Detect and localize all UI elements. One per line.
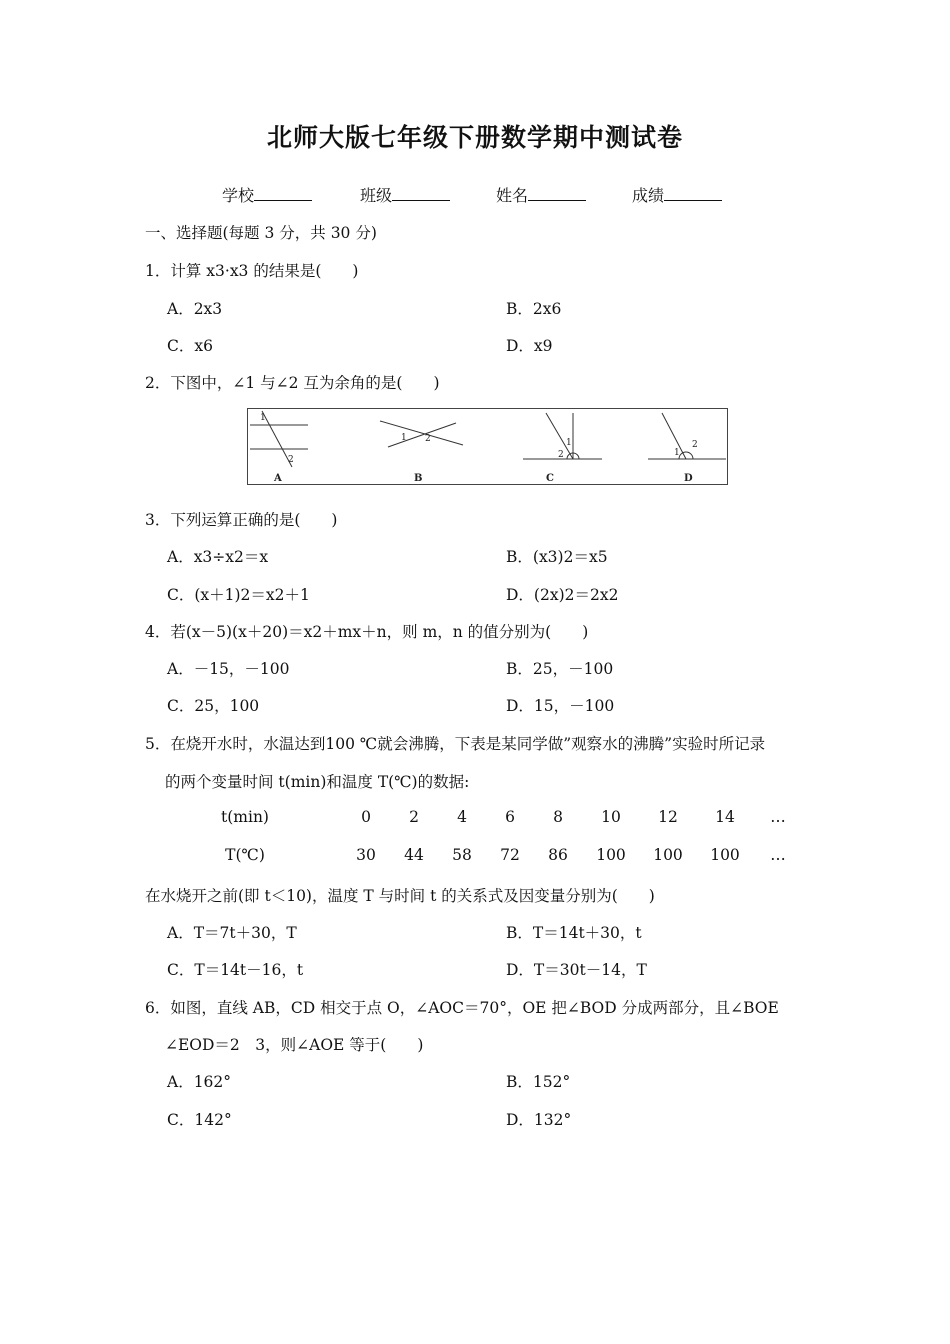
table-cell: 58	[452, 846, 472, 864]
fig-d-angle-2: 2	[692, 440, 698, 450]
section-header: 一、选择题(每题 3 分，共 30 分)	[145, 224, 377, 242]
class-blank[interactable]	[392, 186, 450, 201]
school-blank[interactable]	[254, 186, 312, 201]
table-cell: 10	[601, 808, 621, 826]
table-cell: 2	[409, 808, 419, 826]
table-row2-header: T(℃)	[225, 846, 265, 864]
fig-a-angle-1: 1	[260, 413, 266, 423]
table-cell: 100	[710, 846, 740, 864]
table-cell: 44	[404, 846, 424, 864]
table-cell: …	[770, 846, 786, 864]
score-blank[interactable]	[664, 186, 722, 201]
q1-option-a[interactable]: A．2x3	[167, 300, 223, 318]
school-label: 学校	[222, 186, 255, 205]
table-cell: 100	[596, 846, 626, 864]
q6-option-c[interactable]: C．142°	[167, 1111, 232, 1129]
q5-option-c[interactable]: C．T＝14t－16，t	[167, 961, 304, 979]
table-cell: 100	[653, 846, 683, 864]
table-cell: 14	[715, 808, 735, 826]
school-field[interactable]	[222, 183, 312, 206]
q4-option-b[interactable]: B．25，－100	[506, 660, 614, 678]
q3-option-c[interactable]: C．(x＋1)2＝x2＋1	[167, 586, 310, 604]
q6-stem-line1: 6．如图，直线 AB，CD 相交于点 O，∠AOC＝70°，OE 把∠BOD 分成两部分，且∠BOE	[145, 999, 779, 1017]
q5-stem-line2: 的两个变量时间 t(min)和温度 T(℃)的数据:	[165, 773, 470, 791]
q3-option-d[interactable]: D．(2x)2＝2x2	[506, 586, 619, 604]
table-cell: 12	[658, 808, 678, 826]
table-cell: 8	[553, 808, 563, 826]
table-cell: 86	[548, 846, 568, 864]
table-cell: 72	[500, 846, 520, 864]
page-title: 北师大版七年级下册数学期中测试卷	[266, 123, 683, 152]
table-cell: …	[770, 808, 786, 826]
q5-stem-line1: 5．在烧开水时，水温达到100 ℃就会沸腾，下表是某同学做”观察水的沸腾”实验时所记录	[145, 735, 766, 753]
q2-figure	[247, 408, 728, 485]
q2-stem: 2．下图中，∠1 与∠2 互为余角的是( )	[145, 374, 440, 392]
fig-label-c: C	[546, 473, 554, 484]
fig-a-angle-2: 2	[288, 455, 294, 465]
table-cell: 30	[356, 846, 376, 864]
q1-option-b[interactable]: B．2x6	[506, 300, 562, 318]
table-cell: 0	[361, 808, 371, 826]
fig-label-d: D	[684, 473, 693, 484]
q6-option-d[interactable]: D．132°	[506, 1111, 572, 1129]
name-field[interactable]	[496, 183, 586, 206]
fig-b-angle-1: 1	[401, 433, 407, 443]
fig-b-angle-2: 2	[425, 434, 431, 444]
q5-stem-line3: 在水烧开之前(即 t＜10)，温度 T 与时间 t 的关系式及因变量分别为( )	[145, 887, 655, 905]
q5-option-b[interactable]: B．T＝14t＋30，t	[506, 924, 642, 942]
table-row1-header: t(min)	[221, 808, 269, 826]
score-label: 成绩	[632, 186, 665, 205]
name-blank[interactable]	[528, 186, 586, 201]
q3-option-a[interactable]: A．x3÷x2＝x	[167, 548, 269, 566]
fig-c-angle-2: 2	[558, 450, 564, 460]
fig-label-b: B	[414, 473, 423, 484]
q3-option-b[interactable]: B．(x3)2＝x5	[506, 548, 608, 566]
q6-option-a[interactable]: A．162°	[167, 1073, 232, 1091]
q2-figure-svg	[248, 409, 727, 484]
q6-stem-line2: ∠EOD＝2 3，则∠AOE 等于( )	[165, 1036, 424, 1054]
q6-option-b[interactable]: B．152°	[506, 1073, 571, 1091]
q3-stem: 3．下列运算正确的是( )	[145, 511, 338, 529]
q4-option-d[interactable]: D．15，－100	[506, 697, 615, 715]
fig-label-a: A	[274, 473, 282, 484]
table-cell: 4	[457, 808, 467, 826]
fig-d-angle-1: 1	[674, 448, 680, 458]
q5-option-d[interactable]: D．T＝30t－14，T	[506, 961, 647, 979]
name-label: 姓名	[496, 186, 529, 205]
fig-c-angle-1: 1	[566, 438, 572, 448]
class-field[interactable]	[360, 183, 450, 206]
q1-stem: 1．计算 x3·x3 的结果是( )	[145, 262, 359, 280]
score-field[interactable]	[632, 183, 722, 206]
q4-option-a[interactable]: A．－15，－100	[167, 660, 290, 678]
q1-option-d[interactable]: D．x9	[506, 337, 553, 355]
q5-option-a[interactable]: A．T＝7t＋30，T	[167, 924, 297, 942]
q4-stem: 4．若(x－5)(x＋20)＝x2＋mx＋n，则 m，n 的值分别为( )	[145, 623, 589, 641]
q1-option-c[interactable]: C．x6	[167, 337, 213, 355]
class-label: 班级	[360, 186, 393, 205]
table-cell: 6	[505, 808, 515, 826]
q4-option-c[interactable]: C．25，100	[167, 697, 260, 715]
